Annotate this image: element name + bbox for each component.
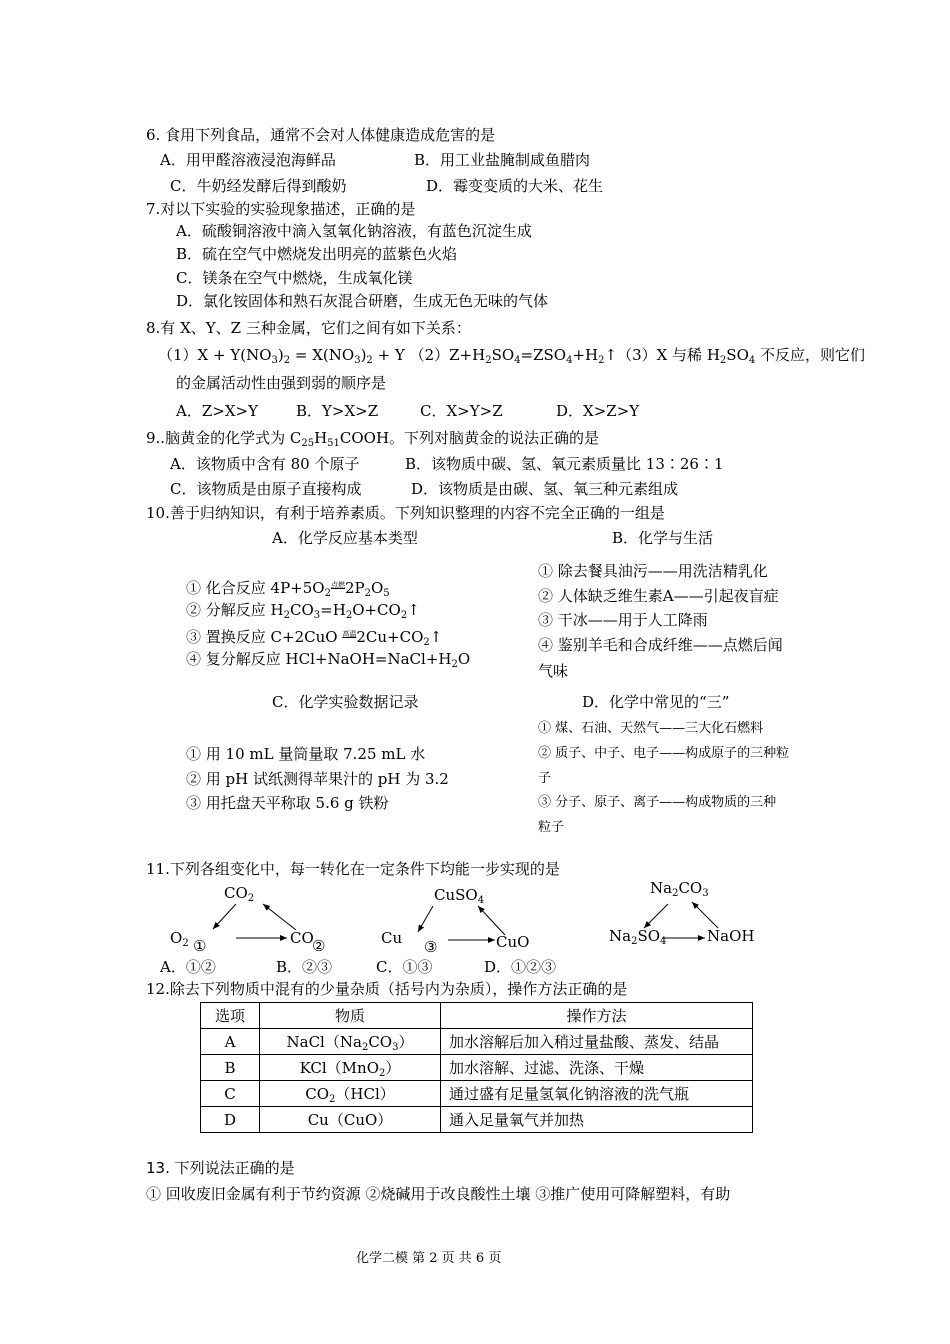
- q7-option-d: D．氯化铵固体和熟石灰混合研磨，生成无色无味的气体: [176, 292, 549, 310]
- q6-option-d: D．霉变变质的大米、花生: [426, 177, 604, 195]
- header-method: 操作方法: [441, 1003, 753, 1029]
- row-substance: $NaCl(Na_2CO_3)$: [260, 1029, 441, 1055]
- q8-option-b: B．Y>X>Z: [296, 402, 379, 420]
- q8-relations: $(1)X + Y(NO_3)_2 = X(NO_3)_2 + Y$ $(2)Z+H_2SO_4=ZSO_4+H_2↑(3)X$ 与稀 $H_2SO_4$ 不反应，则它们: [158, 346, 866, 366]
- q9-option-c: C．该物质是由原子直接构成: [170, 480, 362, 498]
- q9-option-b: B．该物质中碳、氢、氧元素质量比 13∶26∶1: [405, 455, 724, 473]
- q10-d-line3a: ③ 分子、原子、离子——构成物质的三种: [538, 795, 777, 810]
- row-option: A: [201, 1029, 260, 1055]
- q8-option-a: A．Z>X>Y: [176, 402, 258, 420]
- table-row: [201, 1081, 753, 1107]
- q11-option-a: A．①②: [160, 958, 216, 976]
- row-method: 通入足量氧气并加热: [441, 1107, 753, 1133]
- q11-d1-n1: ①: [193, 937, 207, 955]
- q10-a-line2: ② 分解反应 $H_2CO_3=H_2O+CO_2↑$: [186, 601, 420, 621]
- q11-d2-n3: ③: [424, 938, 438, 956]
- row-substance: Cu（CuO）: [260, 1107, 441, 1133]
- q10-a-line4: ④ 复分解反应 $HCl+NaOH=NaCl+H_2O$: [186, 650, 471, 670]
- q8-option-c: C．X>Y>Z: [420, 402, 503, 420]
- q6-option-c: C．牛奶经发酵后得到酸奶: [170, 177, 347, 195]
- q10-b-line1: ① 除去餐具油污——用洗洁精乳化: [538, 562, 768, 580]
- q7-option-c: C．镁条在空气中燃烧，生成氧化镁: [176, 269, 413, 287]
- q13-stem: 13. 下列说法正确的是: [146, 1159, 295, 1177]
- q7-option-a: A．硫酸铜溶液中滴入氢氧化钠溶液，有蓝色沉淀生成: [176, 222, 532, 240]
- q10-c-line1: ① 用 10 mL 量筒量取 7.25 mL 水: [186, 745, 426, 763]
- q10-c-title: C．化学实验数据记录: [272, 693, 419, 711]
- q10-b-line4b: 气味: [538, 662, 569, 680]
- q11-d1-n2: ②: [312, 937, 326, 955]
- q11-d1-left: $O_2$: [170, 929, 189, 949]
- table-header-row: [201, 1003, 753, 1029]
- row-option: B: [201, 1055, 260, 1081]
- q12-table: [200, 1002, 753, 1133]
- q11-d2-left: Cu: [381, 929, 403, 947]
- q6-stem: 6. 食用下列食品，通常不会对人体健康造成危害的是: [146, 126, 496, 144]
- q9-stem: 9..脑黄金的化学式为 $C_{25}H_{51}COOH$。下列对脑黄金的说法正确的是: [146, 429, 600, 449]
- q9-option-a: A．该物质中含有 80 个原子: [170, 455, 360, 473]
- q8-option-d: D．X>Z>Y: [556, 402, 640, 420]
- row-substance: $CO_2(HCl)$: [260, 1081, 441, 1107]
- q10-d-line1: ① 煤、石油、天然气——三大化石燃料: [538, 721, 764, 736]
- q11-stem: 11.下列各组变化中，每一转化在一定条件下均能一步实现的是: [146, 860, 560, 878]
- row-option: D: [201, 1107, 260, 1133]
- q10-c-line2: ② 用 pH 试纸测得苹果汁的 pH 为 3.2: [186, 770, 449, 788]
- q7-stem: 7.对以下实验的实验现象描述，正确的是: [146, 200, 416, 218]
- q10-a-line1: ① 化合反应 $4P+5O_2^{点燃}2P_2O_5$: [186, 579, 390, 599]
- table-row: [201, 1107, 753, 1133]
- q13-line: ① 回收废旧金属有利于节约资源 ②烧碱用于改良酸性土壤 ③推广使用可降解塑料，有助: [146, 1185, 731, 1203]
- q10-d-title: D．化学中常见的“三”: [582, 693, 730, 711]
- row-method: 加水溶解后加入稍过量盐酸、蒸发、结晶: [441, 1029, 753, 1055]
- q10-c-line3: ③ 用托盘天平称取 5.6 g 铁粉: [186, 794, 389, 812]
- q6-option-b: B．用工业盐腌制咸鱼腊肉: [414, 151, 591, 169]
- q11-d1-top: $CO_2$: [224, 884, 255, 904]
- q10-a-title: A．化学反应基本类型: [272, 529, 418, 547]
- row-method: 加水溶解、过滤、洗涤、干燥: [441, 1055, 753, 1081]
- q6-option-a: A．用甲醛溶液浸泡海鲜品: [160, 151, 336, 169]
- row-method: 通过盛有足量氢氧化钠溶液的洗气瓶: [441, 1081, 753, 1107]
- row-option: C: [201, 1081, 260, 1107]
- q11-option-c: C．①③: [376, 958, 433, 976]
- q10-a-line3: ③ 置换反应 C+2CuO $^{高温}2Cu+CO_2↑$: [186, 628, 443, 648]
- row-substance: KCl（MnO$_2$）: [260, 1055, 441, 1081]
- q11-d3-left: $Na_2SO_4$: [609, 927, 667, 947]
- q11-d2-top: CuSO$_4$: [434, 886, 485, 906]
- q10-b-title: B．化学与生活: [612, 529, 714, 547]
- q7-option-b: B．硫在空气中燃烧发出明亮的蓝紫色火焰: [176, 245, 458, 263]
- q8-stem: 8.有 X、Y、Z 三种金属，它们之间有如下关系：: [146, 319, 471, 337]
- q11-d3-top: $Na_2CO_3$: [650, 879, 709, 899]
- q10-d-line3b: 粒子: [538, 820, 565, 835]
- q8-line2: 的金属活动性由强到弱的顺序是: [176, 374, 387, 392]
- q10-b-line3: ③ 干冰——用于人工降雨: [538, 611, 708, 629]
- q10-stem: 10.善于归纳知识，有利于培养素质。下列知识整理的内容不完全正确的一组是: [146, 504, 665, 522]
- q11-option-b: B．②③: [276, 958, 333, 976]
- table-row: [201, 1029, 753, 1055]
- q12-stem: 12.除去下列物质中混有的少量杂质（括号内为杂质），操作方法正确的是: [146, 980, 628, 998]
- q10-d-line2b: 子: [538, 771, 552, 786]
- q10-d-line2a: ② 质子、中子、电子——构成原子的三种粒: [538, 746, 790, 761]
- page-footer: 化学二模 第 2 页 共 6 页: [356, 1251, 502, 1266]
- q9-option-d: D．该物质是由碳、氢、氧三种元素组成: [411, 480, 679, 498]
- table-row: [201, 1055, 753, 1081]
- q11-d2-right: CuO: [496, 933, 530, 951]
- header-option: 选项: [201, 1003, 260, 1029]
- q10-b-line2: ② 人体缺乏维生素A——引起夜盲症: [538, 587, 779, 605]
- q10-b-line4a: ④ 鉴别羊毛和合成纤维——点燃后闻: [538, 636, 783, 654]
- q11-option-d: D．①②③: [484, 958, 557, 976]
- q11-d1-right: CO: [290, 929, 314, 947]
- header-substance: 物质: [260, 1003, 441, 1029]
- q11-d3-right: NaOH: [707, 927, 755, 945]
